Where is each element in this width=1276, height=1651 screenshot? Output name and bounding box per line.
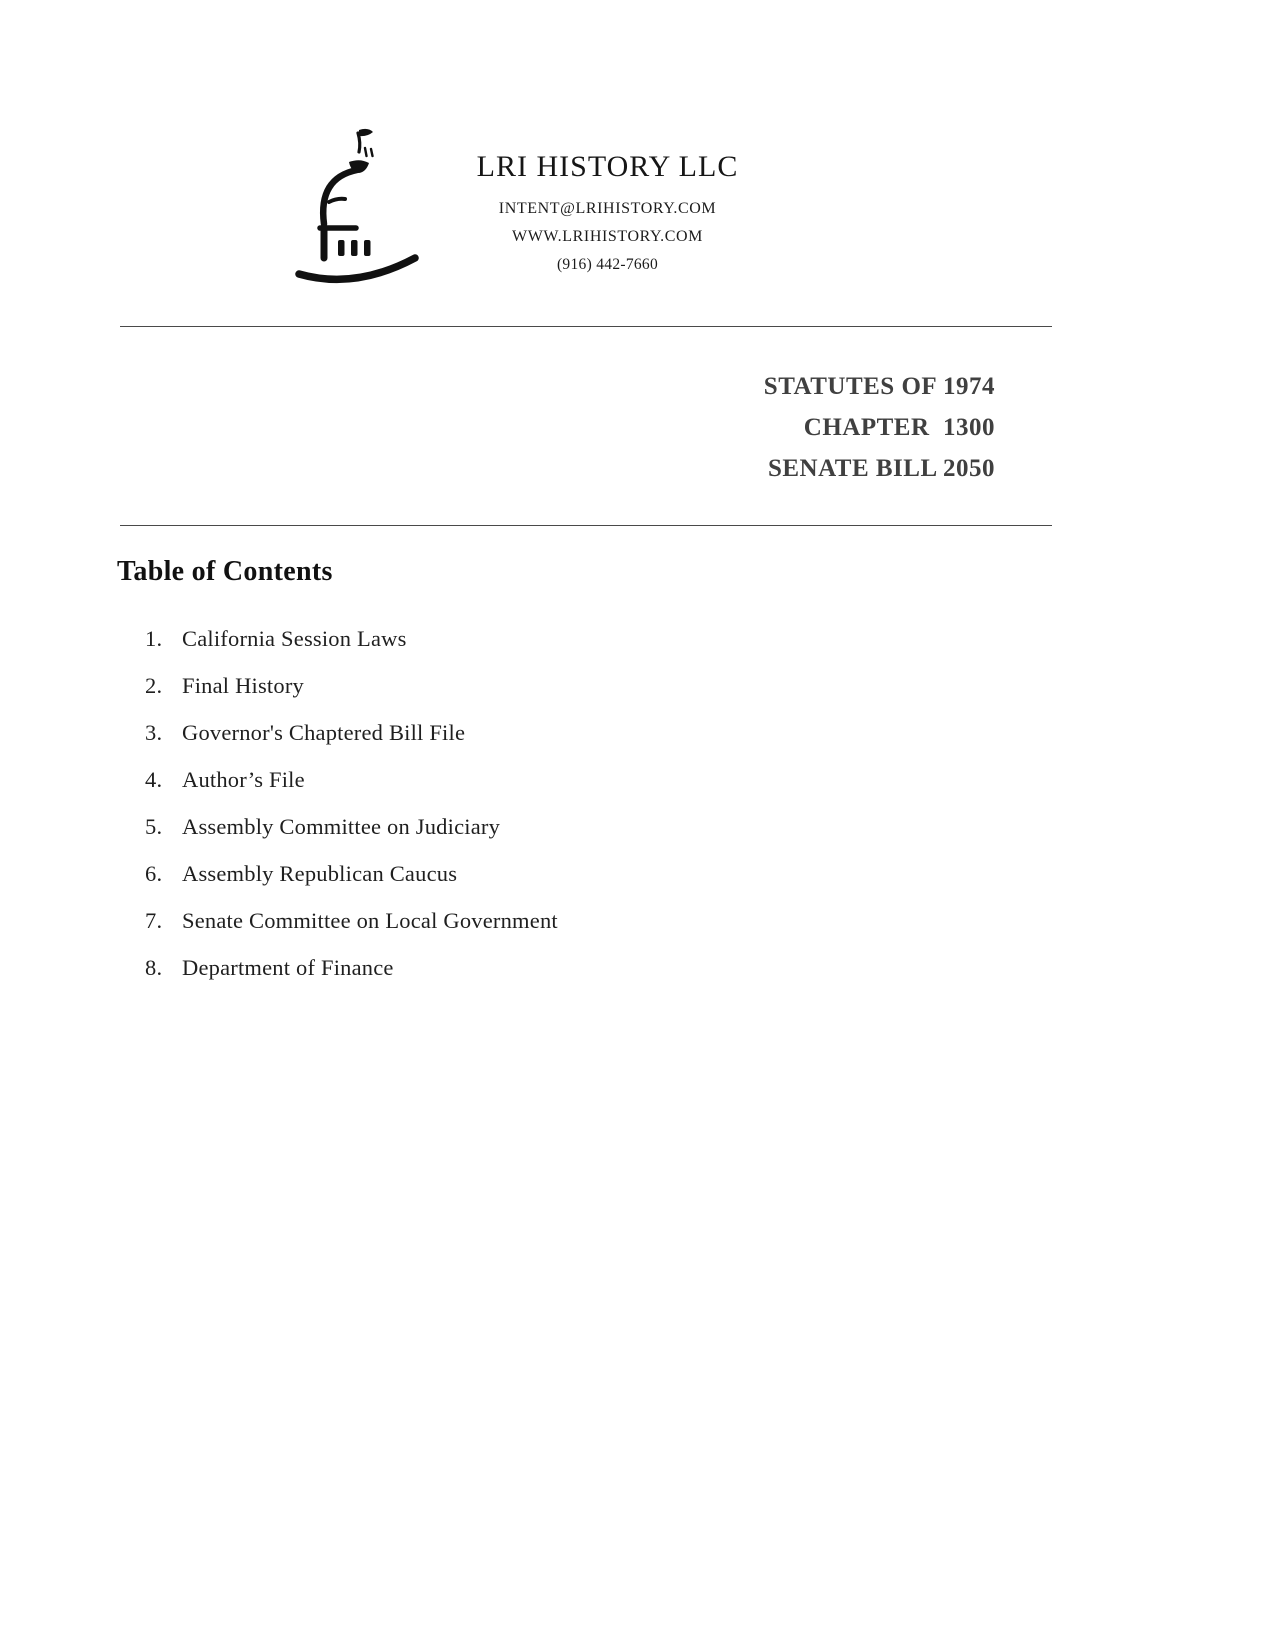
toc-item-label: Final History [182, 673, 304, 698]
senate-bill-number: SENATE BILL 2050 [767, 455, 995, 482]
toc-item [145, 720, 558, 767]
toc-item-label: Assembly Committee on Judiciary [182, 814, 501, 839]
divider-top [120, 326, 1052, 327]
toc-item [145, 767, 558, 814]
toc-item-label: Governor's Chaptered Bill File [182, 720, 466, 745]
toc-item-number: 7. [145, 908, 163, 933]
capitol-logo [293, 124, 438, 289]
toc-item-number: 4. [145, 767, 163, 792]
toc-item-label: Department of Finance [182, 955, 394, 980]
chapter-number: CHAPTER 1300 [803, 414, 995, 441]
toc-item-number: 2. [145, 673, 163, 698]
toc-item-number: 1. [145, 626, 163, 651]
toc-item [145, 955, 558, 1002]
toc-list [145, 626, 558, 1002]
toc-item-label: California Session Laws [182, 626, 407, 651]
statute-block [420, 366, 995, 489]
divider-bottom [120, 525, 1052, 526]
toc-item [145, 673, 558, 720]
toc-item [145, 814, 558, 861]
toc-item [145, 908, 558, 955]
toc-item-label: Assembly Republican Caucus [182, 861, 458, 886]
company-name: LRI HISTORY LLC [476, 150, 739, 183]
capitol-building-icon [293, 124, 438, 289]
toc-item [145, 861, 558, 908]
toc-item-number: 6. [145, 861, 163, 886]
toc-item-label: Senate Committee on Local Government [182, 908, 558, 933]
letterhead [435, 150, 780, 274]
company-email: INTENT@LRIHISTORY.COM [498, 200, 717, 217]
company-website: WWW.LRIHISTORY.COM [512, 228, 703, 245]
toc-item-number: 8. [145, 955, 163, 980]
toc-item-number: 3. [145, 720, 163, 745]
company-phone: (916) 442-7660 [556, 256, 659, 273]
toc-item-label: Author’s File [182, 767, 305, 792]
toc-item [145, 626, 558, 673]
toc-title: Table of Contents [117, 556, 333, 587]
statutes-year: STATUTES OF 1974 [763, 373, 995, 400]
toc-item-number: 5. [145, 814, 163, 839]
